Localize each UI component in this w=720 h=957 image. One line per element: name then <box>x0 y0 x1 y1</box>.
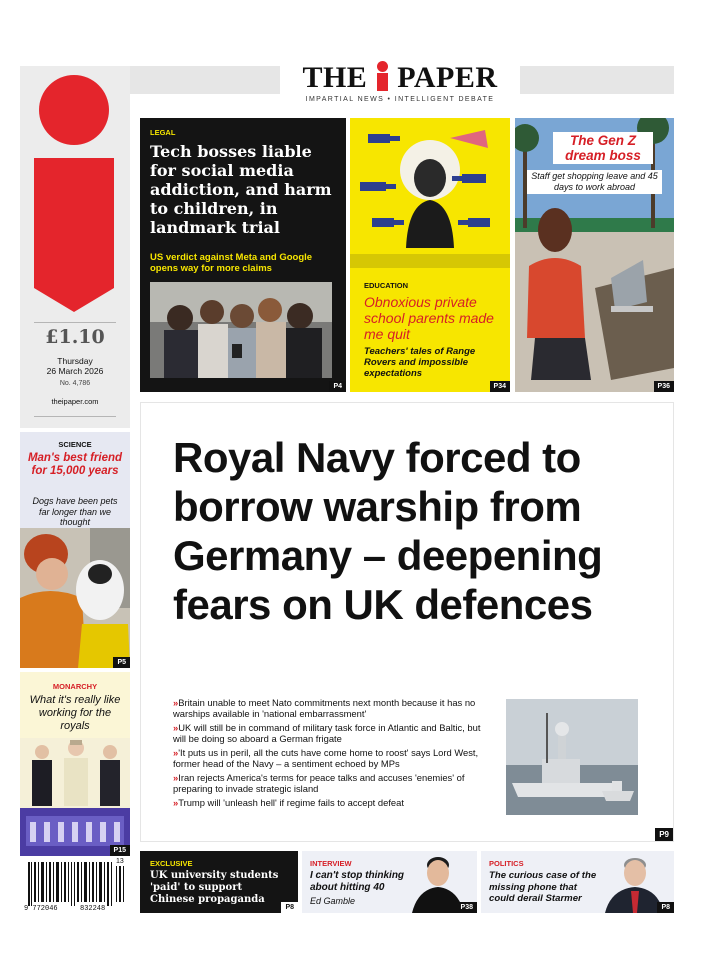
masthead-title-paper: PAPER <box>397 61 498 94</box>
story-subhead: Dogs have been pets far longer than we thought <box>32 496 118 527</box>
lead-bullet: »Iran rejects America's terms for peace talks and accuses 'enemies' of preparing to invade strategic island <box>173 772 465 794</box>
masthead-i-logo <box>375 61 389 91</box>
story-exclusive[interactable] <box>140 851 298 913</box>
royals-photo <box>20 738 130 856</box>
pointing-hands-illustration <box>350 118 510 268</box>
price: £1.10 <box>45 326 105 348</box>
barcode-issue-code: 13 <box>116 858 124 865</box>
issue-date: 26 March 2026 <box>46 366 104 376</box>
page-ref: P5 <box>113 657 130 668</box>
page-ref: P34 <box>490 381 510 392</box>
story-subhead: US verdict against Meta and Google opens way for more claims <box>150 252 313 274</box>
masthead-tagline: IMPARTIAL NEWS • INTELLIGENT DEBATE <box>305 96 495 103</box>
page-ref: P4 <box>329 381 346 392</box>
issue-number: No. 4,786 <box>59 380 91 387</box>
page-ref: P15 <box>110 845 130 856</box>
story-headline: Man's best friend for 15,000 years <box>27 452 123 477</box>
story-monarchy[interactable] <box>20 672 130 856</box>
lead-bullet: »Britain unable to meet Nato commitments next month because it has no warships available in 'national embarrassment' <box>173 697 476 719</box>
barcode-icon <box>20 860 130 906</box>
section-label: EDUCATION <box>364 281 409 290</box>
story-headline: UK university students 'paid' to support Chinese propaganda <box>150 870 279 905</box>
section-label: MONARCHY <box>52 682 98 691</box>
page-ref: P9 <box>655 828 673 841</box>
story-science[interactable] <box>20 432 130 668</box>
issue-day: Thursday <box>57 356 93 366</box>
teens-phones-photo <box>150 282 332 378</box>
story-interview[interactable] <box>302 851 477 913</box>
story-headline: I can't stop thinking about hitting 40 <box>310 870 405 893</box>
lead-bullet: »Trump will 'unleash hell' if regime fails to accept defeat <box>173 797 404 808</box>
story-subhead: Teachers' tales of Range Rovers and impossible expectations <box>364 346 476 379</box>
page-ref: P36 <box>654 381 674 392</box>
sidebar <box>20 66 130 428</box>
story-byline: Ed Gamble <box>310 896 356 906</box>
section-label: SCIENCE <box>58 440 92 449</box>
barcode-digits-left: 9 772046 <box>24 905 58 913</box>
section-label: EXCLUSIVE <box>150 859 193 868</box>
story-headline: Obnoxious private school parents made me quit <box>364 294 494 342</box>
barcode-digits-right: 832248 <box>80 905 106 913</box>
page-ref: P38 <box>457 902 477 913</box>
lead-bullet: »UK will still be in command of military task force in Atlantic and Baltic, but will be doing so aboard a German frigate <box>173 722 481 744</box>
masthead-title-the: THE <box>302 61 368 94</box>
story-politics[interactable] <box>481 851 674 913</box>
story-headline: What it's really like working for the royals <box>29 694 121 732</box>
lead-headline: Royal Navy forced to borrow warship from Germany – deepening fears on UK defences <box>173 434 603 628</box>
page-ref: P8 <box>281 902 298 913</box>
story-subhead: Staff get shopping leave and 45 days to work abroad <box>527 170 662 194</box>
story-legal[interactable] <box>140 118 346 392</box>
woman-with-dog-photo <box>20 528 130 668</box>
lead-bullet: »'It puts us in peril, all the cuts have come home to roost' says Lord West, former head of the Navy – a sentiment echoed by MPs <box>173 747 479 769</box>
page-ref: P8 <box>657 902 674 913</box>
starmer-photo <box>601 851 665 913</box>
section-label: INTERVIEW <box>310 859 352 868</box>
story-education[interactable] <box>350 118 510 392</box>
story-headline: The curious case of the missing phone that could derail Starmer <box>489 870 597 904</box>
website[interactable]: theipaper.com <box>51 397 99 406</box>
story-headline: The Gen Z dream boss <box>553 132 653 164</box>
masthead <box>280 60 520 112</box>
barcode <box>20 858 130 918</box>
warship-photo <box>506 699 638 815</box>
section-label: LEGAL <box>150 128 176 137</box>
lead-bullets <box>173 697 493 811</box>
story-genz[interactable] <box>515 118 674 392</box>
section-label: POLITICS <box>489 859 524 868</box>
story-headline: Tech bosses liable for social media addiction, and harm to children, in landmark trial <box>150 142 332 237</box>
i-logo-icon <box>20 66 130 316</box>
lead-story[interactable] <box>140 402 674 842</box>
